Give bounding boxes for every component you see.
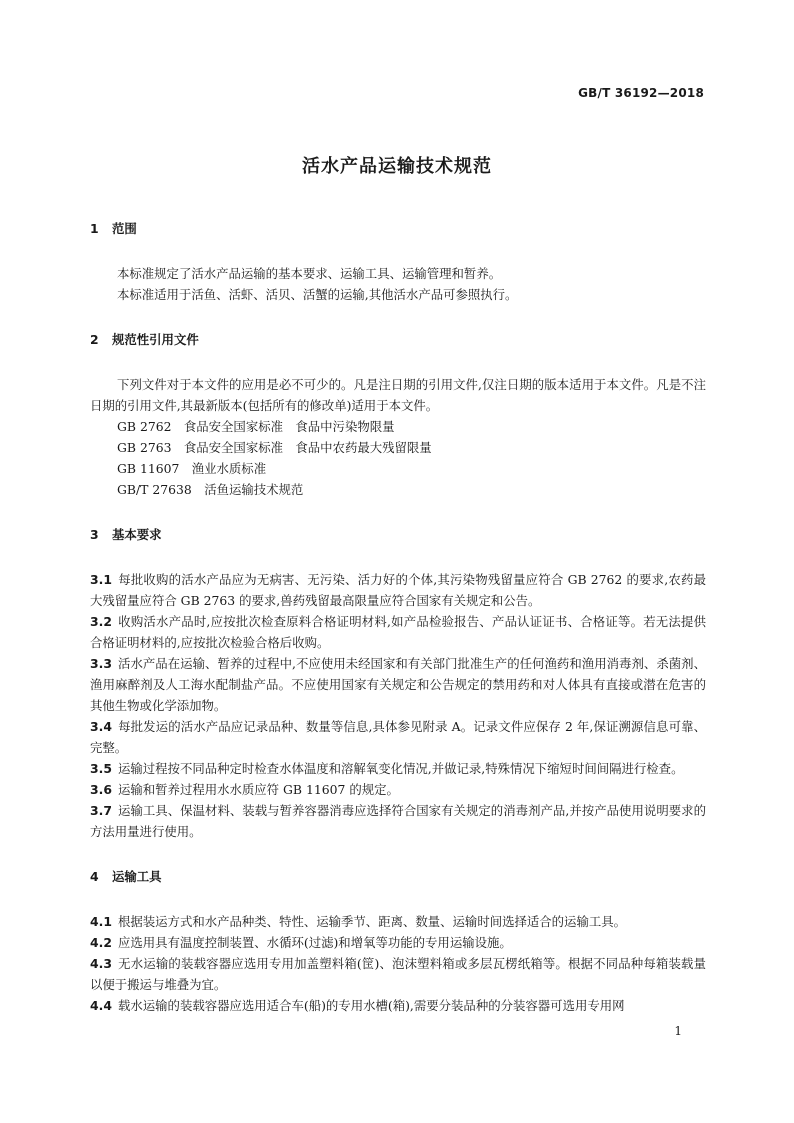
clause	[90, 779, 706, 800]
clause-text: 载水运输的装载容器应选用适合车(船)的专用水槽(箱),需要分装品种的分装容器可选用专用网	[118, 998, 625, 1013]
section-heading	[90, 866, 706, 887]
clause-number: 3.4	[90, 719, 112, 734]
clause-number: 4.1	[90, 914, 112, 929]
section-title: 运输工具	[112, 869, 162, 884]
section-title: 基本要求	[112, 527, 162, 542]
clause	[90, 932, 706, 953]
section-heading	[90, 218, 706, 239]
reference-name: 食品安全国家标准 食品中污染物限量	[183, 419, 395, 434]
clause-number: 3.6	[90, 782, 112, 797]
paragraph: 本标准适用于活鱼、活虾、活贝、活蟹的运输,其他活水产品可参照执行。	[117, 287, 518, 302]
clause	[90, 716, 706, 758]
section-number: 4	[90, 869, 99, 884]
clause-number: 4.3	[90, 956, 112, 971]
page-number: 1	[674, 1024, 682, 1038]
reference-code: GB/T 27638	[117, 482, 192, 497]
clause	[90, 800, 706, 842]
clause-number: 3.5	[90, 761, 112, 776]
reference-code: GB 2762	[117, 419, 172, 434]
clause	[90, 995, 706, 1016]
clause	[90, 911, 706, 932]
standard-code: GB/T 36192—2018	[578, 86, 704, 100]
clause-text: 每批收购的活水产品应为无病害、无污染、活力好的个体,其污染物残留量应符合 GB 2762 的要求,农药最大残留量应符合 GB 2763 的要求,兽药残留最高限量应符合国家有关规定和公告。	[90, 572, 706, 608]
clause-text: 无水运输的装载容器应选用专用加盖塑料箱(筐)、泡沫塑料箱或多层瓦楞纸箱等。根据不同品种每箱装载量以便于搬运与堆叠为宜。	[90, 956, 706, 992]
reference-name: 食品安全国家标准 食品中农药最大残留限量	[183, 440, 432, 455]
reference-name: 活鱼运输技术规范	[204, 482, 304, 497]
section-heading	[90, 329, 706, 350]
paragraph: 下列文件对于本文件的应用是必不可少的。凡是注日期的引用文件,仅注日期的版本适用于本文件。凡是不注日期的引用文件,其最新版本(包括所有的修改单)适用于本文件。	[90, 377, 706, 413]
reference-name: 渔业水质标准	[191, 461, 267, 476]
clause-text: 运输和暂养过程用水水质应符 GB 11607 的规定。	[118, 782, 399, 797]
reference-code: GB 11607	[117, 461, 180, 476]
clause-number: 4.4	[90, 998, 112, 1013]
document-title: 活水产品运输技术规范	[302, 156, 492, 177]
clause-number: 4.2	[90, 935, 112, 950]
clause-text: 运输过程按不同品种定时检查水体温度和溶解氧变化情况,并做记录,特殊情况下缩短时间间隔进行检查。	[118, 761, 684, 776]
reference-item	[90, 437, 706, 458]
clause	[90, 953, 706, 995]
clause	[90, 653, 706, 716]
section-title: 范围	[112, 221, 137, 236]
section-heading	[90, 524, 706, 545]
clause-number: 3.1	[90, 572, 112, 587]
clause-text: 运输工具、保温材料、装载与暂养容器消毒应选择符合国家有关规定的消毒剂产品,并按产品使用说明要求的方法用量进行使用。	[90, 803, 706, 839]
clause-text: 收购活水产品时,应按批次检查原料合格证明材料,如产品检验报告、产品认证证书、合格证等。若无法提供合格证明材料的,应按批次检验合格后收购。	[90, 614, 706, 650]
reference-item	[90, 458, 706, 479]
document-body	[90, 218, 706, 1016]
clause	[90, 758, 706, 779]
clause-text: 每批发运的活水产品应记录品种、数量等信息,具体参见附录 A。记录文件应保存 2 年,保证溯源信息可靠、完整。	[90, 719, 706, 755]
clause-number: 3.3	[90, 656, 112, 671]
paragraph: 本标准规定了活水产品运输的基本要求、运输工具、运输管理和暂养。	[117, 266, 502, 281]
section-number: 1	[90, 221, 99, 236]
reference-item	[90, 479, 706, 500]
clause-number: 3.2	[90, 614, 112, 629]
clause-text: 活水产品在运输、暂养的过程中,不应使用未经国家和有关部门批准生产的任何渔药和渔用消毒剂、杀菌剂、渔用麻醉剂及人工海水配制盐产品。不应使用国家有关规定和公告规定的禁用药和对人体具有直接或潜在危害的其他生物或化学添加物。	[90, 656, 706, 713]
clause-text: 根据装运方式和水产品种类、特性、运输季节、距离、数量、运输时间选择适合的运输工具。	[118, 914, 627, 929]
reference-item	[90, 416, 706, 437]
clause-text: 应选用具有温度控制装置、水循环(过滤)和增氧等功能的专用运输设施。	[118, 935, 512, 950]
section-number: 2	[90, 332, 99, 347]
clause	[90, 611, 706, 653]
section-title: 规范性引用文件	[112, 332, 199, 347]
clause-number: 3.7	[90, 803, 112, 818]
reference-code: GB 2763	[117, 440, 172, 455]
section-number: 3	[90, 527, 99, 542]
clause	[90, 569, 706, 611]
